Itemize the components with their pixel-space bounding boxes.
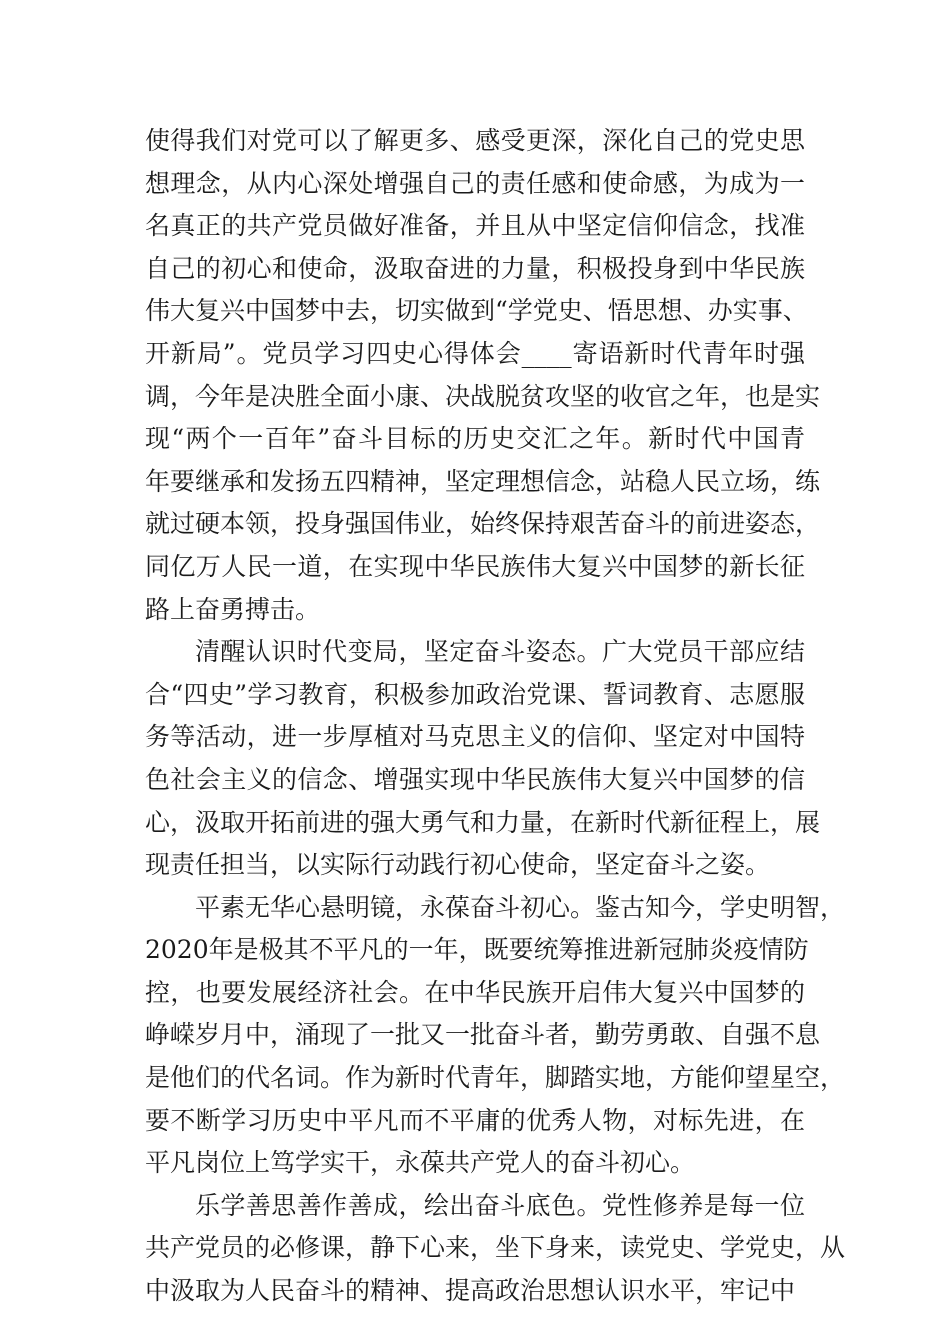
body-text — [145, 120, 846, 1313]
text-line: 共产党员的必修课，静下心来，坐下身来，读党史、学党史，从 — [145, 1233, 846, 1263]
text-line: 使得我们对党可以了解更多、感受更深，深化自己的党史思 — [145, 126, 805, 155]
text-line: 色社会主义的信念、增强实现中华民族伟大复兴中国梦的信 — [145, 764, 805, 794]
text-line: 现“两个一百年”奋斗目标的历史交汇之年。新时代中国青 — [145, 424, 805, 454]
text-line: 同亿万人民一道，在实现中华民族伟大复兴中国梦的新长征 — [145, 551, 805, 581]
text-line: 调，今年是决胜全面小康、决战脱贫攻坚的收官之年，也是实 — [145, 381, 821, 411]
text-line: 心，汲取开拓前进的强大勇气和力量，在新时代新征程上，展 — [145, 807, 821, 837]
text-line: 清醒认识时代变局，坚定奋斗姿态。广大党员干部应结 — [195, 637, 805, 667]
text-line: 想理念，从内心深处增强自己的责任感和使命感，为成为一 — [145, 168, 805, 198]
text-line: 自己的初心和使命，汲取奋进的力量，积极投身到中华民族 — [145, 253, 805, 283]
paragraph-p1 — [145, 120, 821, 631]
text-line: 2020年是极其不平凡的一年，既要统筹推进新冠肺炎疫情防 — [145, 935, 809, 965]
text-line: 是他们的代名词。作为新时代青年，脚踏实地，方能仰望星空， — [145, 1063, 846, 1093]
paragraph-p4 — [145, 1185, 846, 1313]
paragraph-p2 — [145, 631, 821, 887]
text-line: 年要继承和发扬五四精神，坚定理想信念，站稳人民立场，练 — [145, 466, 821, 496]
text-line: 乐学善思善作善成，绘出奋斗底色。党性修养是每一位 — [195, 1190, 805, 1220]
text-line: 路上奋勇搏击。 — [145, 594, 321, 624]
text-line: 要不断学习历史中平凡而不平庸的优秀人物，对标先进，在 — [145, 1105, 805, 1135]
text-line: 伟大复兴中国梦中去，切实做到“学党史、悟思想、办实事、 — [145, 296, 808, 326]
text-line: 名真正的共产党员做好准备，并且从中坚定信仰信念，找准 — [145, 211, 805, 241]
paragraph-p3 — [145, 887, 846, 1185]
text-line: 合“四史”学习教育，积极参加政治党课、誓词教育、志愿服 — [145, 679, 805, 709]
text-line: 就过硬本领，投身强国伟业，始终保持艰苦奋斗的前进姿态， — [145, 509, 821, 539]
text-line: 峥嵘岁月中，涌现了一批又一批奋斗者，勤劳勇敢、自强不息 — [145, 1020, 821, 1050]
text-line: 开新局”。党员学习四史心得体会____寄语新时代青年时强 — [145, 338, 805, 368]
text-line: 平凡岗位上笃学实干，永葆共产党人的奋斗初心。 — [145, 1148, 696, 1178]
text-line: 务等活动，进一步厚植对马克思主义的信仰、坚定对中国特 — [145, 722, 805, 752]
text-line: 平素无华心悬明镜，永葆奋斗初心。鉴古知今，学史明智， — [195, 892, 846, 922]
text-line: 中汲取为人民奋斗的精神、提高政治思想认识水平，牢记中 — [145, 1276, 796, 1306]
text-line: 现责任担当，以实际行动践行初心使命，坚定奋斗之姿。 — [145, 850, 771, 880]
text-line: 控，也要发展经济社会。在中华民族开启伟大复兴中国梦的 — [145, 977, 805, 1007]
